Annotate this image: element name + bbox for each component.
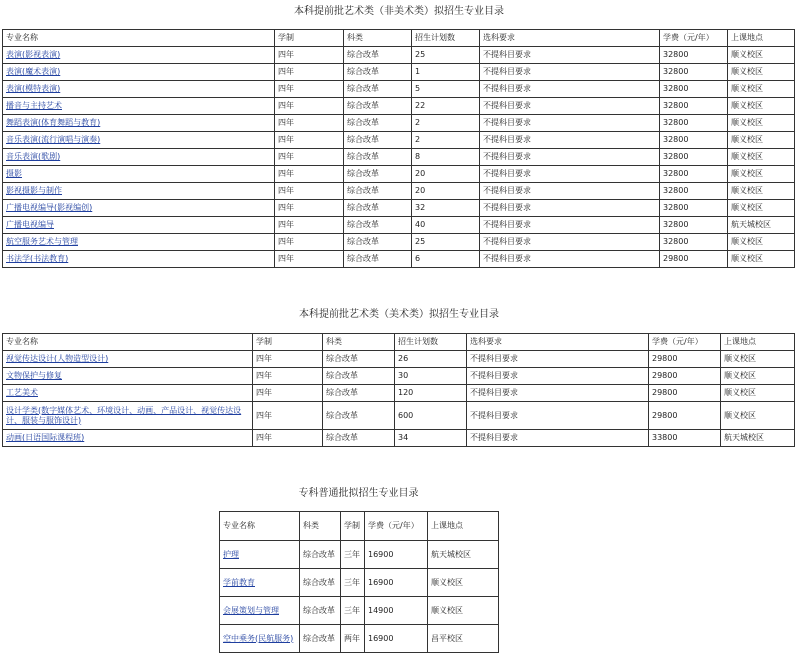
table-row (220, 569, 499, 597)
table-row (220, 597, 499, 625)
table-cell: 120 (395, 385, 467, 402)
table-cell: 四年 (275, 217, 344, 234)
major-name-cell (3, 234, 275, 251)
table-row (220, 541, 499, 569)
table-cell: 三年 (341, 541, 365, 569)
column-header: 专业名称 (3, 334, 253, 351)
table-cell: 顺义校区 (728, 64, 795, 81)
table-cell: 综合改革 (300, 541, 341, 569)
table-cell: 顺义校区 (728, 183, 795, 200)
major-link[interactable]: 工艺美术 (6, 388, 38, 397)
section2-title: 本科提前批艺术类（美术类）拟招生专业目录 (299, 309, 499, 320)
table-cell: 综合改革 (344, 64, 412, 81)
table-cell: 不提科目要求 (480, 47, 660, 64)
table-cell: 14900 (365, 597, 428, 625)
table-cell: 四年 (275, 149, 344, 166)
table-row (3, 217, 795, 234)
table-cell: 不提科目要求 (480, 166, 660, 183)
table-cell: 航天城校区 (728, 217, 795, 234)
table-cell: 三年 (341, 569, 365, 597)
table-cell: 顺义校区 (728, 81, 795, 98)
column-header: 学费（元/年） (649, 334, 721, 351)
table-cell: 不提科目要求 (467, 402, 649, 430)
table-cell: 5 (412, 81, 480, 98)
table-cell: 综合改革 (344, 47, 412, 64)
table-cell: 不提科目要求 (480, 132, 660, 149)
table-cell: 四年 (253, 351, 323, 368)
major-name-cell (3, 183, 275, 200)
table-cell: 33800 (649, 430, 721, 447)
table-row (3, 368, 795, 385)
table-cell: 四年 (275, 132, 344, 149)
table-cell: 20 (412, 166, 480, 183)
table-cell: 32800 (660, 149, 728, 166)
table-cell: 不提科目要求 (467, 430, 649, 447)
major-link[interactable]: 视觉传达设计(人物造型设计) (6, 354, 109, 363)
table-row (3, 115, 795, 132)
major-name-cell (220, 625, 300, 653)
table-cell: 综合改革 (300, 625, 341, 653)
major-name-cell (3, 81, 275, 98)
header-row (3, 30, 795, 47)
table-cell: 29800 (660, 251, 728, 268)
table-cell: 综合改革 (344, 200, 412, 217)
table-cell: 1 (412, 64, 480, 81)
major-name-cell (3, 251, 275, 268)
table-row (3, 351, 795, 368)
table-cell: 顺义校区 (728, 234, 795, 251)
major-link[interactable]: 表演(模特表演) (6, 84, 61, 93)
table-cell: 16900 (365, 625, 428, 653)
major-name-cell (220, 541, 300, 569)
column-header: 选科要求 (480, 30, 660, 47)
column-header: 上课地点 (721, 334, 795, 351)
table-cell: 顺义校区 (728, 98, 795, 115)
major-link[interactable]: 表演(影视表演) (6, 50, 61, 59)
table-cell: 四年 (253, 430, 323, 447)
table-cell: 综合改革 (344, 166, 412, 183)
table-row (3, 98, 795, 115)
undergrad-fine-arts-table (2, 333, 795, 447)
major-link[interactable]: 音乐表演(歌剧) (6, 152, 61, 161)
table-cell: 顺义校区 (721, 368, 795, 385)
major-link[interactable]: 广播电视编导(影视编创) (6, 203, 93, 212)
major-link[interactable]: 动画(日语国际课程班) (6, 433, 85, 442)
major-link[interactable]: 航空服务艺术与管理 (6, 237, 78, 246)
table-cell: 32800 (660, 81, 728, 98)
table-cell: 不提科目要求 (480, 217, 660, 234)
column-header: 上课地点 (728, 30, 795, 47)
table-cell: 综合改革 (344, 234, 412, 251)
table-cell: 综合改革 (344, 132, 412, 149)
table-cell: 不提科目要求 (467, 368, 649, 385)
table-cell: 32800 (660, 183, 728, 200)
vocational-table (219, 511, 499, 653)
table-cell: 不提科目要求 (480, 183, 660, 200)
table-cell: 29800 (649, 402, 721, 430)
table-cell: 34 (395, 430, 467, 447)
table-row (220, 625, 499, 653)
column-header: 专业名称 (220, 512, 300, 541)
table-cell: 综合改革 (323, 430, 395, 447)
column-header: 选科要求 (467, 334, 649, 351)
table-cell: 不提科目要求 (480, 251, 660, 268)
table-body (3, 334, 795, 447)
table-cell: 不提科目要求 (480, 115, 660, 132)
table-row (3, 81, 795, 98)
table-cell: 顺义校区 (728, 149, 795, 166)
column-header: 科类 (300, 512, 341, 541)
major-link[interactable]: 摄影 (6, 169, 22, 178)
table-row (3, 385, 795, 402)
table-row (3, 149, 795, 166)
table-cell: 32800 (660, 47, 728, 64)
table-cell: 32800 (660, 132, 728, 149)
table-cell: 不提科目要求 (480, 81, 660, 98)
column-header: 学费（元/年） (660, 30, 728, 47)
table-cell: 综合改革 (344, 149, 412, 166)
column-header: 招生计划数 (395, 334, 467, 351)
major-link[interactable]: 设计学类(数字媒体艺术、环境设计、动画、产品设计、视觉传达设计、服装与服饰设计) (6, 405, 242, 425)
table-cell: 四年 (275, 183, 344, 200)
column-header: 学制 (275, 30, 344, 47)
major-link[interactable]: 护理 (223, 549, 239, 559)
table-cell: 顺义校区 (728, 115, 795, 132)
table-cell: 四年 (275, 98, 344, 115)
table-body (220, 512, 499, 653)
table-row (3, 251, 795, 268)
table-cell: 顺义校区 (428, 597, 499, 625)
table-cell: 综合改革 (323, 368, 395, 385)
table-cell: 四年 (275, 251, 344, 268)
major-name-cell (3, 402, 253, 430)
table-cell: 综合改革 (323, 351, 395, 368)
column-header: 招生计划数 (412, 30, 480, 47)
table-cell: 综合改革 (300, 597, 341, 625)
column-header: 学制 (341, 512, 365, 541)
table-cell: 顺义校区 (728, 132, 795, 149)
table-row (3, 183, 795, 200)
table-cell: 26 (395, 351, 467, 368)
table-row (3, 132, 795, 149)
table-cell: 2 (412, 115, 480, 132)
table-row (3, 64, 795, 81)
major-name-cell (3, 64, 275, 81)
table-cell: 综合改革 (344, 98, 412, 115)
major-link[interactable]: 书法学(书法教育) (6, 254, 69, 263)
major-name-cell (3, 217, 275, 234)
table-cell: 不提科目要求 (467, 385, 649, 402)
table-cell: 25 (412, 47, 480, 64)
table-cell: 8 (412, 149, 480, 166)
undergrad-non-fine-arts-table (2, 29, 795, 268)
table-cell: 不提科目要求 (480, 64, 660, 81)
table-cell: 四年 (275, 115, 344, 132)
header-row (3, 334, 795, 351)
major-name-cell (220, 569, 300, 597)
table-row (3, 166, 795, 183)
table-cell: 不提科目要求 (480, 200, 660, 217)
table-cell: 综合改革 (344, 115, 412, 132)
major-name-cell (3, 149, 275, 166)
table-cell: 顺义校区 (721, 402, 795, 430)
table-cell: 32800 (660, 64, 728, 81)
table-row (3, 402, 795, 430)
major-name-cell (3, 132, 275, 149)
table-cell: 29800 (649, 385, 721, 402)
table-cell: 四年 (253, 368, 323, 385)
major-name-cell (3, 98, 275, 115)
table-cell: 综合改革 (323, 385, 395, 402)
table-row (3, 47, 795, 64)
major-name-cell (3, 430, 253, 447)
table-cell: 30 (395, 368, 467, 385)
table-cell: 四年 (275, 200, 344, 217)
column-header: 专业名称 (3, 30, 275, 47)
table-cell: 不提科目要求 (480, 234, 660, 251)
major-link[interactable]: 会展策划与管理 (223, 605, 279, 615)
table-cell: 顺义校区 (728, 200, 795, 217)
major-name-cell (3, 385, 253, 402)
table-cell: 四年 (275, 81, 344, 98)
table-cell: 四年 (275, 234, 344, 251)
table-cell: 600 (395, 402, 467, 430)
table-cell: 四年 (275, 64, 344, 81)
table-cell: 综合改革 (323, 402, 395, 430)
table-cell: 不提科目要求 (480, 98, 660, 115)
table-cell: 综合改革 (344, 81, 412, 98)
major-link[interactable]: 学前教育 (223, 577, 255, 587)
table-cell: 32800 (660, 200, 728, 217)
major-name-cell (3, 166, 275, 183)
table-cell: 25 (412, 234, 480, 251)
table-cell: 32 (412, 200, 480, 217)
table-row (3, 200, 795, 217)
table-cell: 三年 (341, 597, 365, 625)
table-cell: 不提科目要求 (480, 149, 660, 166)
major-link[interactable]: 舞蹈表演(体育舞蹈与教育) (6, 118, 101, 127)
table-cell: 32800 (660, 217, 728, 234)
table-cell: 四年 (275, 166, 344, 183)
table-cell: 32800 (660, 234, 728, 251)
table-cell: 20 (412, 183, 480, 200)
table-cell: 29800 (649, 368, 721, 385)
section3-title: 专科普通批拟招生专业目录 (298, 488, 419, 499)
table-cell: 四年 (253, 402, 323, 430)
table-cell: 昌平校区 (428, 625, 499, 653)
column-header: 科类 (344, 30, 412, 47)
major-link[interactable]: 音乐表演(流行演唱与演奏) (6, 135, 101, 144)
major-name-cell (3, 368, 253, 385)
table-row (3, 234, 795, 251)
column-header: 上课地点 (428, 512, 499, 541)
major-link[interactable]: 表演(魔术表演) (6, 67, 61, 76)
table-cell: 顺义校区 (721, 385, 795, 402)
header-row (220, 512, 499, 541)
major-name-cell (3, 351, 253, 368)
table-body (3, 30, 795, 268)
table-cell: 顺义校区 (428, 569, 499, 597)
table-cell: 40 (412, 217, 480, 234)
table-cell: 不提科目要求 (467, 351, 649, 368)
major-name-cell (3, 115, 275, 132)
table-cell: 6 (412, 251, 480, 268)
table-cell: 29800 (649, 351, 721, 368)
table-cell: 16900 (365, 541, 428, 569)
column-header: 科类 (323, 334, 395, 351)
major-link[interactable]: 文物保护与修复 (6, 371, 62, 380)
table-cell: 22 (412, 98, 480, 115)
table-cell: 四年 (253, 385, 323, 402)
column-header: 学费（元/年） (365, 512, 428, 541)
major-link[interactable]: 影视摄影与制作 (6, 186, 62, 195)
table-cell: 顺义校区 (728, 47, 795, 64)
table-cell: 32800 (660, 98, 728, 115)
major-link[interactable]: 播音与主持艺术 (6, 101, 62, 110)
table-cell: 16900 (365, 569, 428, 597)
table-cell: 综合改革 (344, 183, 412, 200)
major-link[interactable]: 空中乘务(民航服务) (223, 633, 294, 643)
table-cell: 两年 (341, 625, 365, 653)
table-cell: 32800 (660, 166, 728, 183)
major-link[interactable]: 广播电视编导 (6, 220, 54, 229)
table-cell: 航天城校区 (428, 541, 499, 569)
table-cell: 32800 (660, 115, 728, 132)
table-cell: 顺义校区 (728, 166, 795, 183)
major-name-cell (220, 597, 300, 625)
table-cell: 综合改革 (344, 251, 412, 268)
major-name-cell (3, 47, 275, 64)
table-cell: 航天城校区 (721, 430, 795, 447)
table-cell: 综合改革 (344, 217, 412, 234)
table-cell: 顺义校区 (721, 351, 795, 368)
column-header: 学制 (253, 334, 323, 351)
table-row (3, 430, 795, 447)
table-cell: 综合改革 (300, 569, 341, 597)
section1-title: 本科提前批艺术类（非美术类）拟招生专业目录 (294, 6, 504, 17)
table-cell: 四年 (275, 47, 344, 64)
table-cell: 2 (412, 132, 480, 149)
major-name-cell (3, 200, 275, 217)
table-cell: 顺义校区 (728, 251, 795, 268)
